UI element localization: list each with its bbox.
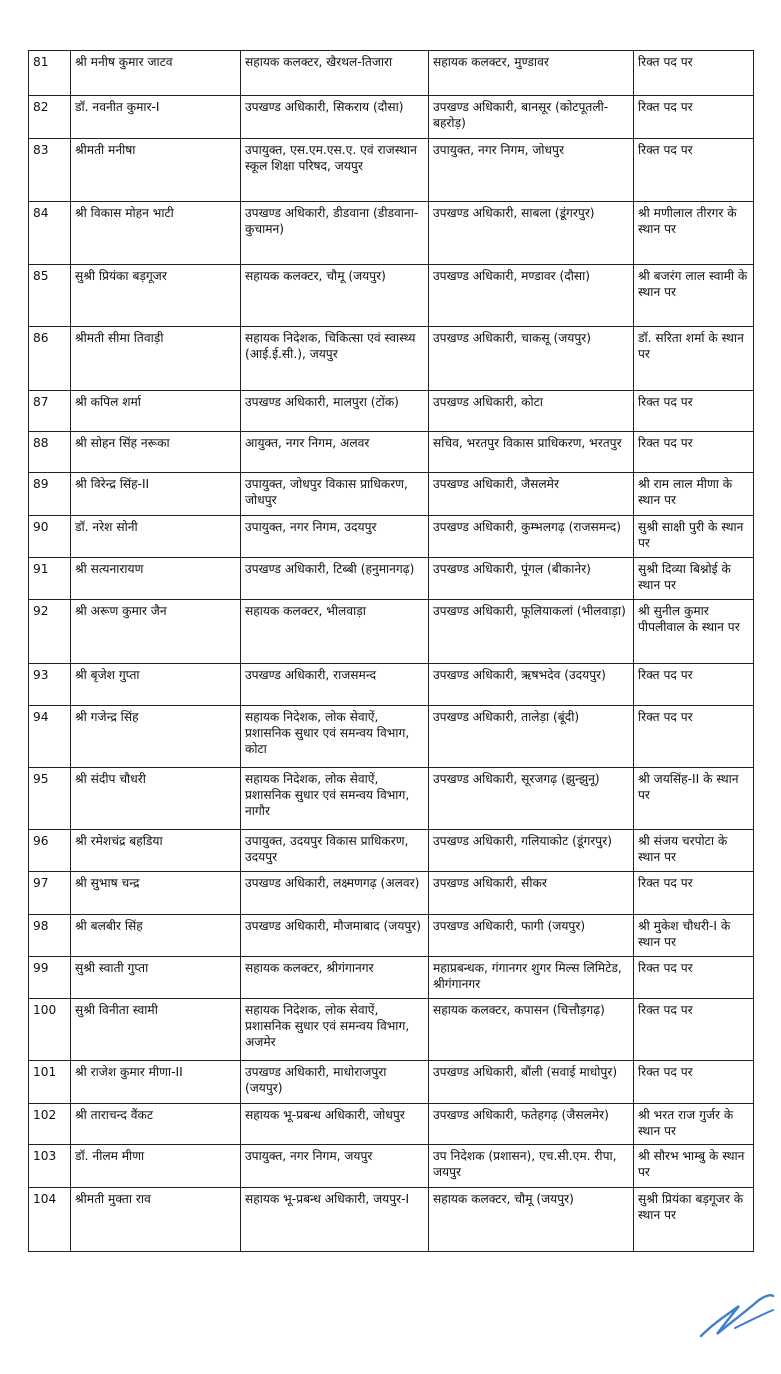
- officer-name-cell: श्री कपिल शर्मा: [71, 391, 241, 432]
- serial-number-cell: 99: [29, 957, 71, 999]
- officer-name-cell: श्री रमेशचंद्र बहडिया: [71, 830, 241, 872]
- serial-number-cell: 96: [29, 830, 71, 872]
- serial-number-cell: 87: [29, 391, 71, 432]
- table-row: [29, 391, 754, 432]
- new-posting-cell: उपखण्ड अधिकारी, कुम्भलगढ़ (राजसमन्द): [429, 516, 634, 558]
- serial-number-cell: 81: [29, 51, 71, 96]
- current-posting-cell: उपखण्ड अधिकारी, टिब्बी (हनुमानगढ़): [241, 558, 429, 600]
- officer-name-cell: श्री सुभाष चन्द्र: [71, 872, 241, 915]
- serial-number-cell: 92: [29, 600, 71, 664]
- serial-number-cell: 91: [29, 558, 71, 600]
- new-posting-cell: उपखण्ड अधिकारी, गलियाकोट (डूंगरपुर): [429, 830, 634, 872]
- remark-cell: रिक्त पद पर: [634, 664, 754, 706]
- current-posting-cell: उपायुक्त, नगर निगम, उदयपुर: [241, 516, 429, 558]
- new-posting-cell: उपखण्ड अधिकारी, तालेड़ा (बूंदी): [429, 706, 634, 768]
- serial-number-cell: 101: [29, 1061, 71, 1104]
- officer-name-cell: श्री संदीप चौधरी: [71, 768, 241, 830]
- table-row: [29, 202, 754, 265]
- transfer-table-body: [29, 51, 754, 1252]
- officer-name-cell: श्री अरूण कुमार जैन: [71, 600, 241, 664]
- new-posting-cell: उपखण्ड अधिकारी, मण्डावर (दौसा): [429, 265, 634, 327]
- serial-number-cell: 93: [29, 664, 71, 706]
- new-posting-cell: उपखण्ड अधिकारी, कोटा: [429, 391, 634, 432]
- table-row: [29, 999, 754, 1061]
- table-row: [29, 664, 754, 706]
- table-row: [29, 265, 754, 327]
- remark-cell: श्री सुनील कुमार पीपलीवाल के स्थान पर: [634, 600, 754, 664]
- remark-cell: रिक्त पद पर: [634, 872, 754, 915]
- table-row: [29, 1061, 754, 1104]
- current-posting-cell: सहायक कलक्टर, खैरथल-तिजारा: [241, 51, 429, 96]
- officer-name-cell: श्री राजेश कुमार मीणा-II: [71, 1061, 241, 1104]
- new-posting-cell: उपखण्ड अधिकारी, फागी (जयपुर): [429, 915, 634, 957]
- remark-cell: रिक्त पद पर: [634, 706, 754, 768]
- table-row: [29, 516, 754, 558]
- officer-name-cell: डॉ. नवनीत कुमार-I: [71, 96, 241, 139]
- remark-cell: श्री मुकेश चौधरी-I के स्थान पर: [634, 915, 754, 957]
- officer-name-cell: सुश्री विनीता स्वामी: [71, 999, 241, 1061]
- new-posting-cell: उपखण्ड अधिकारी, फतेहगढ़ (जैसलमेर): [429, 1104, 634, 1145]
- remark-cell: श्री राम लाल मीणा के स्थान पर: [634, 473, 754, 516]
- officer-name-cell: श्रीमती मुक्ता राव: [71, 1188, 241, 1252]
- current-posting-cell: उपखण्ड अधिकारी, राजसमन्द: [241, 664, 429, 706]
- officer-name-cell: डॉ. नरेश सोनी: [71, 516, 241, 558]
- current-posting-cell: उपायुक्त, जोधपुर विकास प्राधिकरण, जोधपुर: [241, 473, 429, 516]
- current-posting-cell: उपखण्ड अधिकारी, लक्ष्मणगढ़ (अलवर): [241, 872, 429, 915]
- current-posting-cell: उपखण्ड अधिकारी, माधोराजपुरा (जयपुर): [241, 1061, 429, 1104]
- serial-number-cell: 102: [29, 1104, 71, 1145]
- table-row: [29, 139, 754, 202]
- new-posting-cell: सचिव, भरतपुर विकास प्राधिकरण, भरतपुर: [429, 432, 634, 473]
- table-row: [29, 768, 754, 830]
- remark-cell: रिक्त पद पर: [634, 51, 754, 96]
- table-row: [29, 706, 754, 768]
- officer-name-cell: श्री सत्यनारायण: [71, 558, 241, 600]
- current-posting-cell: उपायुक्त, नगर निगम, जयपुर: [241, 1145, 429, 1188]
- current-posting-cell: आयुक्त, नगर निगम, अलवर: [241, 432, 429, 473]
- table-row: [29, 830, 754, 872]
- new-posting-cell: उपखण्ड अधिकारी, चाकसू (जयपुर): [429, 327, 634, 391]
- new-posting-cell: उपखण्ड अधिकारी, पूंगल (बीकानेर): [429, 558, 634, 600]
- officer-name-cell: श्री विकास मोहन भाटी: [71, 202, 241, 265]
- serial-number-cell: 90: [29, 516, 71, 558]
- new-posting-cell: उपखण्ड अधिकारी, सूरजगढ़ (झुन्झुनू): [429, 768, 634, 830]
- officer-name-cell: डॉ. नीलम मीणा: [71, 1145, 241, 1188]
- table-row: [29, 1104, 754, 1145]
- officer-name-cell: श्री सोहन सिंह नरूका: [71, 432, 241, 473]
- table-row: [29, 558, 754, 600]
- remark-cell: श्री बजरंग लाल स्वामी के स्थान पर: [634, 265, 754, 327]
- table-row: [29, 1145, 754, 1188]
- remark-cell: रिक्त पद पर: [634, 999, 754, 1061]
- new-posting-cell: उपखण्ड अधिकारी, बानसूर (कोटपूतली-बहरोड़): [429, 96, 634, 139]
- transfer-table: [28, 50, 754, 1252]
- table-row: [29, 600, 754, 664]
- current-posting-cell: उपायुक्त, एस.एम.एस.ए. एवं राजस्थान स्कूल शिक्षा परिषद, जयपुर: [241, 139, 429, 202]
- remark-cell: श्री संजय चरपोटा के स्थान पर: [634, 830, 754, 872]
- serial-number-cell: 97: [29, 872, 71, 915]
- serial-number-cell: 83: [29, 139, 71, 202]
- remark-cell: श्री सौरभ भाम्बु के स्थान पर: [634, 1145, 754, 1188]
- serial-number-cell: 85: [29, 265, 71, 327]
- new-posting-cell: उपखण्ड अधिकारी, जैसलमेर: [429, 473, 634, 516]
- serial-number-cell: 98: [29, 915, 71, 957]
- current-posting-cell: सहायक निदेशक, लोक सेवाऐं, प्रशासनिक सुधार एवं समन्वय विभाग, कोटा: [241, 706, 429, 768]
- signature-icon: [695, 1276, 775, 1346]
- current-posting-cell: उपखण्ड अधिकारी, मालपुरा (टोंक): [241, 391, 429, 432]
- serial-number-cell: 103: [29, 1145, 71, 1188]
- remark-cell: सुश्री साक्षी पुरी के स्थान पर: [634, 516, 754, 558]
- new-posting-cell: उपखण्ड अधिकारी, बौंली (सवाई माधोपुर): [429, 1061, 634, 1104]
- remark-cell: डॉ. सरिता शर्मा के स्थान पर: [634, 327, 754, 391]
- officer-name-cell: श्रीमती सीमा तिवाड़ी: [71, 327, 241, 391]
- officer-name-cell: श्री बृजेश गुप्ता: [71, 664, 241, 706]
- table-row: [29, 1188, 754, 1252]
- remark-cell: श्री जयसिंह-II के स्थान पर: [634, 768, 754, 830]
- new-posting-cell: सहायक कलक्टर, कपासन (चित्तौड़गढ़): [429, 999, 634, 1061]
- current-posting-cell: सहायक कलक्टर, श्रीगंगानगर: [241, 957, 429, 999]
- new-posting-cell: उपखण्ड अधिकारी, फूलियाकलां (भीलवाड़ा): [429, 600, 634, 664]
- officer-name-cell: सुश्री स्वाती गुप्ता: [71, 957, 241, 999]
- remark-cell: रिक्त पद पर: [634, 139, 754, 202]
- serial-number-cell: 86: [29, 327, 71, 391]
- remark-cell: सुश्री दिव्या बिश्नोई के स्थान पर: [634, 558, 754, 600]
- serial-number-cell: 88: [29, 432, 71, 473]
- remark-cell: श्री भरत राज गुर्जर के स्थान पर: [634, 1104, 754, 1145]
- remark-cell: रिक्त पद पर: [634, 1061, 754, 1104]
- table-row: [29, 432, 754, 473]
- current-posting-cell: उपखण्ड अधिकारी, सिकराय (दौसा): [241, 96, 429, 139]
- current-posting-cell: सहायक भू-प्रबन्ध अधिकारी, जोधपुर: [241, 1104, 429, 1145]
- officer-name-cell: सुश्री प्रियंका बड़गूजर: [71, 265, 241, 327]
- new-posting-cell: महाप्रबन्धक, गंगानगर शुगर मिल्स लिमिटेड, श्रीगंगानगर: [429, 957, 634, 999]
- table-row: [29, 96, 754, 139]
- new-posting-cell: उप निदेशक (प्रशासन), एच.सी.एम. रीपा, जयपुर: [429, 1145, 634, 1188]
- current-posting-cell: उपायुक्त, उदयपुर विकास प्राधिकरण, उदयपुर: [241, 830, 429, 872]
- current-posting-cell: सहायक भू-प्रबन्ध अधिकारी, जयपुर-I: [241, 1188, 429, 1252]
- new-posting-cell: उपखण्ड अधिकारी, सीकर: [429, 872, 634, 915]
- serial-number-cell: 84: [29, 202, 71, 265]
- remark-cell: रिक्त पद पर: [634, 432, 754, 473]
- current-posting-cell: सहायक निदेशक, लोक सेवाऐं, प्रशासनिक सुधार एवं समन्वय विभाग, अजमेर: [241, 999, 429, 1061]
- current-posting-cell: सहायक निदेशक, चिकित्सा एवं स्वास्थ्य (आई.ई.सी.), जयपुर: [241, 327, 429, 391]
- table-row: [29, 327, 754, 391]
- new-posting-cell: सहायक कलक्टर, मुण्डावर: [429, 51, 634, 96]
- new-posting-cell: सहायक कलक्टर, चौमू (जयपुर): [429, 1188, 634, 1252]
- officer-name-cell: श्री ताराचन्द वैंकट: [71, 1104, 241, 1145]
- remark-cell: रिक्त पद पर: [634, 957, 754, 999]
- officer-name-cell: श्री मनीष कुमार जाटव: [71, 51, 241, 96]
- officer-name-cell: श्री बलबीर सिंह: [71, 915, 241, 957]
- table-row: [29, 915, 754, 957]
- table-row: [29, 473, 754, 516]
- remark-cell: रिक्त पद पर: [634, 96, 754, 139]
- table-row: [29, 957, 754, 999]
- current-posting-cell: सहायक कलक्टर, चौमू (जयपुर): [241, 265, 429, 327]
- new-posting-cell: उपखण्ड अधिकारी, साबला (डूंगरपुर): [429, 202, 634, 265]
- remark-cell: श्री मणीलाल तीरगर के स्थान पर: [634, 202, 754, 265]
- current-posting-cell: उपखण्ड अधिकारी, मौजमाबाद (जयपुर): [241, 915, 429, 957]
- new-posting-cell: उपायुक्त, नगर निगम, जोधपुर: [429, 139, 634, 202]
- officer-name-cell: श्री गजेन्द्र सिंह: [71, 706, 241, 768]
- serial-number-cell: 104: [29, 1188, 71, 1252]
- serial-number-cell: 89: [29, 473, 71, 516]
- table-row: [29, 872, 754, 915]
- serial-number-cell: 82: [29, 96, 71, 139]
- table-row: [29, 51, 754, 96]
- officer-name-cell: श्री विरेन्द्र सिंह-II: [71, 473, 241, 516]
- current-posting-cell: सहायक निदेशक, लोक सेवाऐं, प्रशासनिक सुधार एवं समन्वय विभाग, नागौर: [241, 768, 429, 830]
- officer-name-cell: श्रीमती मनीषा: [71, 139, 241, 202]
- current-posting-cell: उपखण्ड अधिकारी, डीडवाना (डीडवाना-कुचामन): [241, 202, 429, 265]
- serial-number-cell: 95: [29, 768, 71, 830]
- remark-cell: सुश्री प्रियंका बड़गूजर के स्थान पर: [634, 1188, 754, 1252]
- serial-number-cell: 100: [29, 999, 71, 1061]
- serial-number-cell: 94: [29, 706, 71, 768]
- new-posting-cell: उपखण्ड अधिकारी, ऋषभदेव (उदयपुर): [429, 664, 634, 706]
- remark-cell: रिक्त पद पर: [634, 391, 754, 432]
- current-posting-cell: सहायक कलक्टर, भीलवाड़ा: [241, 600, 429, 664]
